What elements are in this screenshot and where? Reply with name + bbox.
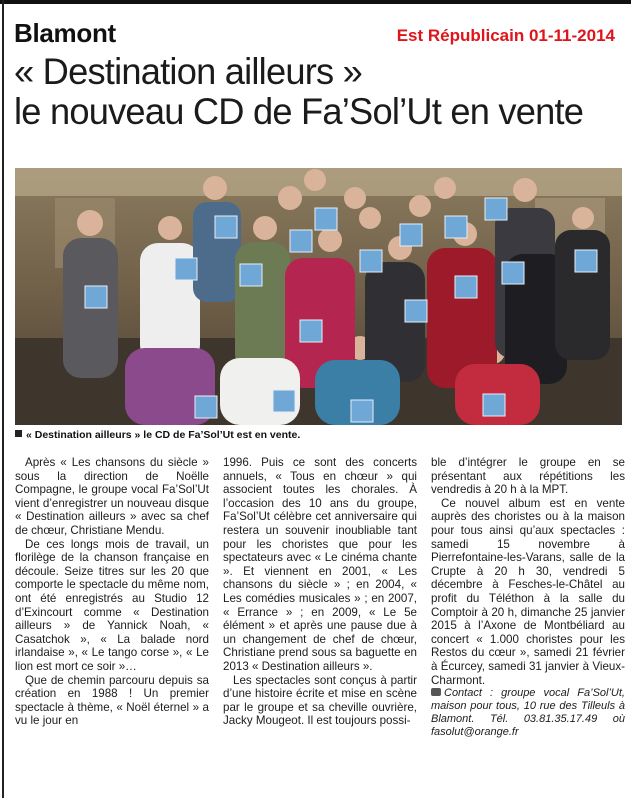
paragraph: Après « Les chansons du siècle » sous la direction de Noëlle Compagne, le groupe vocal Fa’Sol’Ut vient d’enregistrer un nouveau disque « Destination ailleurs » avec sa chef de chœur, Christiane Mendu. (15, 456, 209, 537)
paragraph: De ces longs mois de travail, un florilège de la chanson française en découle. Seize titres sur les 20 que comporte le spectacle du même nom, ont été enregistrés au Studio 12 d’Exincourt comme « Destination ailleurs » de Yannick Noah, « Casatchok », « La balade nord irlandaise », « Le tango corse », « Le lion est mort ce soir »… (15, 537, 209, 673)
source-date: Est Républicain 01-11-2014 (396, 26, 615, 45)
town-name: Blamont (14, 18, 116, 48)
article-column-2 (223, 456, 417, 728)
group-photo (15, 168, 622, 425)
article-column-1 (15, 456, 209, 728)
contact-info (431, 687, 625, 739)
caption-bullet-icon (15, 430, 22, 437)
group-photo-illustration (15, 168, 622, 425)
article-column-3 (431, 456, 625, 739)
article-body (15, 456, 625, 796)
headline (14, 52, 612, 132)
caption-text: « Destination ailleurs » le CD de Fa’Sol’Ut est en vente. (26, 429, 301, 441)
top-rule (0, 0, 631, 4)
paragraph: Ce nouvel album est en vente auprès des choristes ou à la maison pour tous ainsi qu’aux spectacles : samedi 15 novembre à Pierrefontaine-les-Varans, salle de la Crupte à 20 h 30, vendredi 5 décembre à Fesches-le-Châtel au profit du Téléthon à la salle du Comptoir à 20 h, dimanche 25 janvier 2015 à l’Axone de Montbéliard au concert « 1.000 choristes pour les Restos du cœur », samedi 21 février à Écurcey, samedi 31 janvier à Vieux-Charmont. (431, 496, 625, 687)
headline-line-2: le nouveau CD de Fa’Sol’Ut en vente (14, 91, 584, 132)
paragraph: ble d’intégrer le groupe en se présentant aux répétitions les vendredis à 20 h à la MPT. (431, 456, 625, 497)
paragraph: Les spectacles sont conçus à partir d’une histoire écrite et mise en scène par le groupe et sa cheville ouvrière, Jacky Mougeot. Il est toujours possi- (223, 673, 417, 728)
phone-icon (431, 688, 441, 696)
paragraph: 1996. Puis ce sont des concerts annuels, « Tous en chœur » qui associent toutes les chorales. À l’occasion des 10 ans du groupe, Fa’Sol’Ut célèbre cet anniversaire qui restera un souvenir inoubliable tant pour les choristes que pour les spectateurs avec « Le cinéma chante ». Et viennent en 2001, « Les chansons du siècle » ; en 2004, « Les comédies musicales » ; en 2007, « Errance » ; en 2009, « Le 5e élément » et après une pause due à un changement de chef de chœur, Christiane prend sous sa baguette en 2013 « Destination ailleurs ». (223, 456, 417, 673)
paragraph: Que de chemin parcouru depuis sa création en 1988 ! Un premier spectacle à thème, « Noël éternel » a vu le jour en (15, 673, 209, 728)
contact-text: Contact : groupe vocal Fa’Sol’Ut, maison pour tous, 10 rue des Tilleuls à Blamont. Tél. 03.81.35.17.49 où fasolut@orange.fr (431, 687, 625, 739)
left-rule (2, 0, 4, 798)
headline-line-1: « Destination ailleurs » (14, 51, 363, 92)
photo-caption (15, 429, 300, 441)
